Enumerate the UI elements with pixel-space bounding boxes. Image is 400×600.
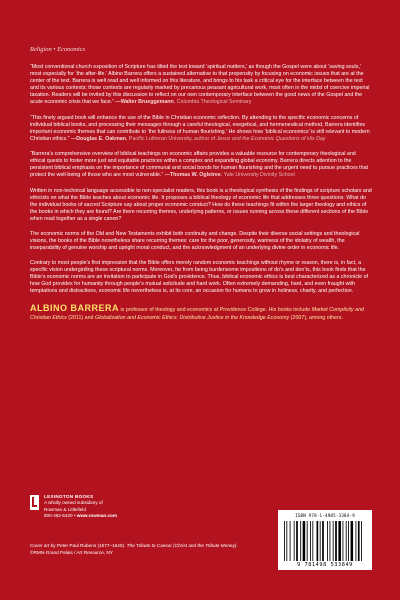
publisher-logo-icon (30, 495, 39, 510)
quote-author: Walter Brueggemann (120, 99, 174, 106)
endorsement-quote (30, 115, 372, 143)
publisher-parent: Rowman & Littlefield (44, 506, 86, 512)
cover-credit-rights: ©RMN-Grand Palais / Art Resource, NY (30, 549, 113, 555)
quote-text: “Barrera’s comprehensive overview of biblical teachings on economic affairs provides a valuable resource for contemporary theological and ethical quests to foster more just and equitable practices within a complex and expanding global economy. Barrera directs attention to the persistent biblical emphasis on the importance of communal and social bonds for human flourishing and the urgent need to pursue practices that protect the well-being of those who are most vulnerable.” (30, 151, 369, 179)
quote-author: Douglas E. Oakman (76, 135, 126, 142)
author-book-title: Globalization and Economic Ethics: Distributive Justice in the Knowledge Economy (94, 314, 290, 321)
author-bio (30, 303, 372, 322)
author-bio-text: (2011) and (66, 314, 95, 321)
publisher-url: www.rowman.com (76, 513, 117, 519)
publisher-contact (44, 513, 170, 519)
description-paragraph: Written in non-technical language accessible to non-specialist readers, this book is a theological synthesis of the findings of scripture scholars and ethicists on what the Bible teaches about economic life. It proposes a biblical theology of economic life that addresses three questions: What do the individual books of sacred Scripture say about proper economic conduct? How do these teachings fit within the larger theology and ethics of the books in which they are found? Are there recurring themes, underlying patterns, or issues running across these different sections of the Bible when read together as a single canon? (30, 187, 372, 222)
quote-text: “Most conventional church exposition of Scripture has tilted the text toward ‘spiritual matters,’ as though the Gospel were about ‘saving souls,’ most especially for ‘the after-life.’ Albino Barrera offers a sustained alternative to that propensity by focusing on economic issues that are at the center of the text. Barrera is well read and well informed on this literature, and brings to his task a critical eye for the interface between the text and its various contexts; those contexts are regularly marked by precarious peasant agricultural work, most often in the midst of coercive imperial taxation. Readers will be invited by this discussion to reflect on our own contemporary interface between the good news of the Gospel and the acute economic crisis that we face.” (30, 64, 370, 106)
quote-author: Thomas W. Ogletree (169, 172, 221, 179)
publisher-block (30, 494, 170, 520)
author-bio-text: is professor of theology and economics at Providence College. His books include (119, 307, 312, 314)
author-name: ALBINO BARRERA (30, 303, 119, 314)
category-label: Religion • Economics (30, 46, 86, 53)
endorsement-quote (30, 151, 372, 179)
quote-text: “This finely argued book will enhance the use of the Bible in Christian economic reflection. By attending to the specific economic concerns of individual biblical books, and processing their messages through a careful theological, exegetical, and hermeneutical method, Barrera identifies important economic themes that can contribute to ‘the fullness of human flourishing.’ He shows how ‘biblical economics’ is still relevant to modern Christian ethics.” (30, 114, 370, 142)
quote-author-book: Jesus and the Economic Questions of His Day (216, 135, 326, 142)
author-bio-text: (2007), among others. (289, 314, 343, 321)
isbn-barcode (278, 510, 372, 570)
description-paragraph: The economic norms of the Old and New Testaments exhibit both continuity and change. Despite their diverse social settings and theological visions, the books of the Bible nonetheless share recurring themes: care for the poor, generosity, wariness of the idolatry of wealth, the inseparability of genuine worship and upright moral conduct, and the acknowledgment of an underlying divine order in economic life. (30, 230, 360, 251)
publisher-separator: • (72, 513, 77, 519)
endorsement-quote (30, 64, 372, 106)
quote-affiliation: , Columbia Theological Seminary (173, 99, 252, 106)
publisher-phone: 800-462-6420 (44, 513, 73, 519)
cover-credit (30, 543, 330, 557)
isbn-label: ISBN 978-1-4985-3384-9 (295, 513, 355, 518)
isbn-digits: 9 781498 533849 (297, 562, 353, 568)
description-paragraph: Contrary to most people’s first impression that the Bible offers merely random economic teachings without rhyme or reason, there is, in fact, a specific vision undergirding these scriptural norms. Moreover, far from being burdensome impositions of do’s and don’ts, this book finds that the Bible’s economic norms are an invitation to participate in God’s providence. Thus, biblical economic ethics is best characterized as a chronicle of how God provides for humanity through people’s mutual solicitude and hard work. Often extremely demanding, hard, and even fraught with temptations and distractions, economic life nevertheless is, at its core, an occasion for humans to grow in holiness, charity, and perfection. (30, 259, 368, 294)
publisher-name: LEXINGTON BOOKS (44, 494, 94, 499)
cover-art-title: The Tribute to Caesar (Christ and the Tribute Money). (126, 543, 238, 548)
back-cover-content (30, 64, 372, 322)
quote-affiliation: , Pacific Lutheran University, author of (125, 135, 217, 142)
quote-dash: — (70, 135, 77, 142)
cover-credit-text: Cover art by Peter Paul Rubens (1577–1640). (30, 543, 127, 548)
quote-dash: — (115, 99, 121, 106)
publisher-subsidiary: A wholly owned subsidiary of (44, 500, 103, 506)
quote-affiliation: , Yale University Divinity School (220, 172, 295, 179)
quote-dash: — (164, 172, 170, 179)
author-book-title: Market Complicity and Christian Ethics (30, 307, 364, 321)
